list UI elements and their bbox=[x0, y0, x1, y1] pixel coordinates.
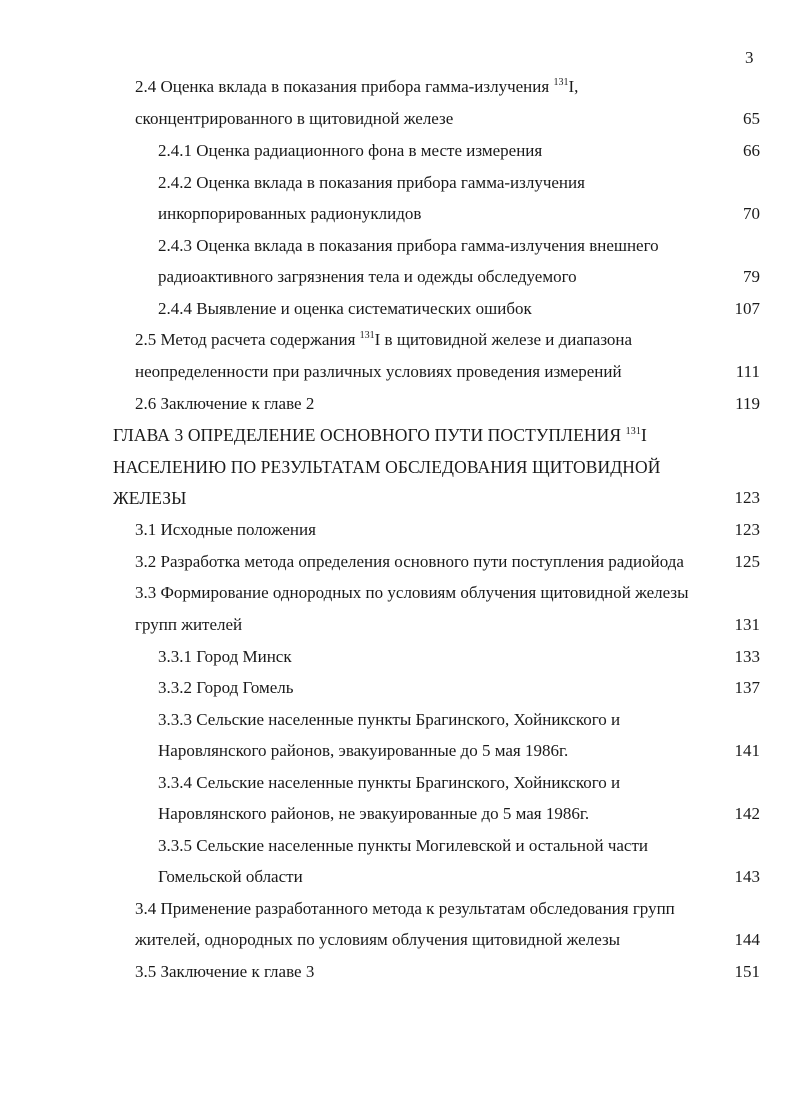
toc-entry-2-5-line1: 2.5 Метод расчета содержания $^{131}$I в щитовидной железе и диапазона bbox=[135, 330, 633, 349]
toc-chapter-3-line2: НАСЕЛЕНИЮ ПО РЕЗУЛЬТАТАМ ОБСЛЕДОВАНИЯ ЩИТОВИДНОЙ bbox=[113, 457, 661, 477]
toc-page-number: 119 bbox=[735, 394, 760, 413]
toc-entry-3-3-2: 3.3.2 Город Гомель bbox=[158, 678, 294, 697]
toc-entry-3-3-3-line1: 3.3.3 Сельские населенные пункты Брагинского, Хойникского и bbox=[158, 710, 621, 729]
toc-chapter-3-line3: ЖЕЛЕЗЫ bbox=[113, 488, 187, 508]
toc-entry-2-4-3-line2: радиоактивного загрязнения тела и одежды обследуемого bbox=[158, 267, 577, 286]
toc-entry-3-4-line2: жителей, однородных по условиям облучения щитовидной железы bbox=[135, 930, 621, 949]
toc-page-number: 70 bbox=[743, 204, 760, 223]
toc-page-number: 123 bbox=[734, 488, 760, 507]
toc-entry-3-3-line1: 3.3 Формирование однородных по условиям облучения щитовидной железы bbox=[135, 583, 689, 602]
toc-page-number: 66 bbox=[743, 141, 760, 160]
toc-page-number: 79 bbox=[743, 267, 760, 286]
toc-entry-2-4-2-line2: инкорпорированных радионуклидов bbox=[158, 204, 422, 223]
toc-page-number: 151 bbox=[734, 962, 760, 981]
toc-entry-2-4-line1: 2.4 Оценка вклада в показания прибора гамма-излучения $^{131}$I, bbox=[135, 77, 579, 96]
toc-page-number: 142 bbox=[734, 804, 760, 823]
toc-entry-3-3-5-line2: Гомельской области bbox=[158, 867, 303, 886]
toc-page-number: 133 bbox=[734, 647, 760, 666]
toc-entry-3-5: 3.5 Заключение к главе 3 bbox=[135, 962, 315, 981]
toc-entry-3-3-4-line1: 3.3.4 Сельские населенные пункты Брагинского, Хойникского и bbox=[158, 773, 621, 792]
toc-page-number: 125 bbox=[734, 552, 760, 571]
toc-page-number: 137 bbox=[734, 678, 760, 697]
toc-entry-3-3-4-line2: Наровлянского районов, не эвакуированные до 5 мая 1986г. bbox=[158, 804, 590, 823]
toc-entry-2-4-1: 2.4.1 Оценка радиационного фона в месте измерения bbox=[158, 141, 543, 160]
toc-entry-3-1: 3.1 Исходные положения bbox=[135, 520, 316, 539]
toc-entry-3-3-line2: групп жителей bbox=[135, 615, 243, 634]
toc-page-number: 144 bbox=[734, 930, 760, 949]
toc-entry-3-3-3-line2: Наровлянского районов, эвакуированные до 5 мая 1986г. bbox=[158, 741, 569, 760]
toc-entry-2-4-3-line1: 2.4.3 Оценка вклада в показания прибора гамма-излучения внешнего bbox=[158, 236, 659, 255]
toc-page-number: 143 bbox=[734, 867, 760, 886]
toc-entry-3-3-5-line1: 3.3.5 Сельские населенные пункты Могилевской и остальной части bbox=[158, 836, 648, 855]
toc-entry-3-2: 3.2 Разработка метода определения основного пути поступления радиойода bbox=[135, 552, 684, 571]
toc-entry-2-6: 2.6 Заключение к главе 2 bbox=[135, 394, 315, 413]
toc-entry-2-4-4: 2.4.4 Выявление и оценка систематических ошибок bbox=[158, 299, 532, 318]
toc-entry-2-4-2-line1: 2.4.2 Оценка вклада в показания прибора гамма-излучения bbox=[158, 173, 585, 192]
toc-page-number: 107 bbox=[734, 299, 760, 318]
page-number: 3 bbox=[745, 48, 754, 67]
toc-page-number: 111 bbox=[735, 362, 760, 381]
toc-entry-3-4-line1: 3.4 Применение разработанного метода к результатам обследования групп bbox=[135, 899, 675, 918]
toc-page-number: 65 bbox=[743, 109, 760, 128]
toc-page-number: 131 bbox=[734, 615, 760, 634]
toc-entry-2-4-line2: сконцентрированного в щитовидной железе bbox=[135, 109, 454, 128]
toc-page-number: 141 bbox=[734, 741, 760, 760]
toc-page-number: 123 bbox=[734, 520, 760, 539]
toc-chapter-3-line1: ГЛАВА 3 ОПРЕДЕЛЕНИЕ ОСНОВНОГО ПУТИ ПОСТУПЛЕНИЯ $^{131}$I bbox=[113, 425, 647, 445]
toc-entry-3-3-1: 3.3.1 Город Минск bbox=[158, 647, 292, 666]
toc-entry-2-5-line2: неопределенности при различных условиях проведения измерений bbox=[135, 362, 622, 381]
